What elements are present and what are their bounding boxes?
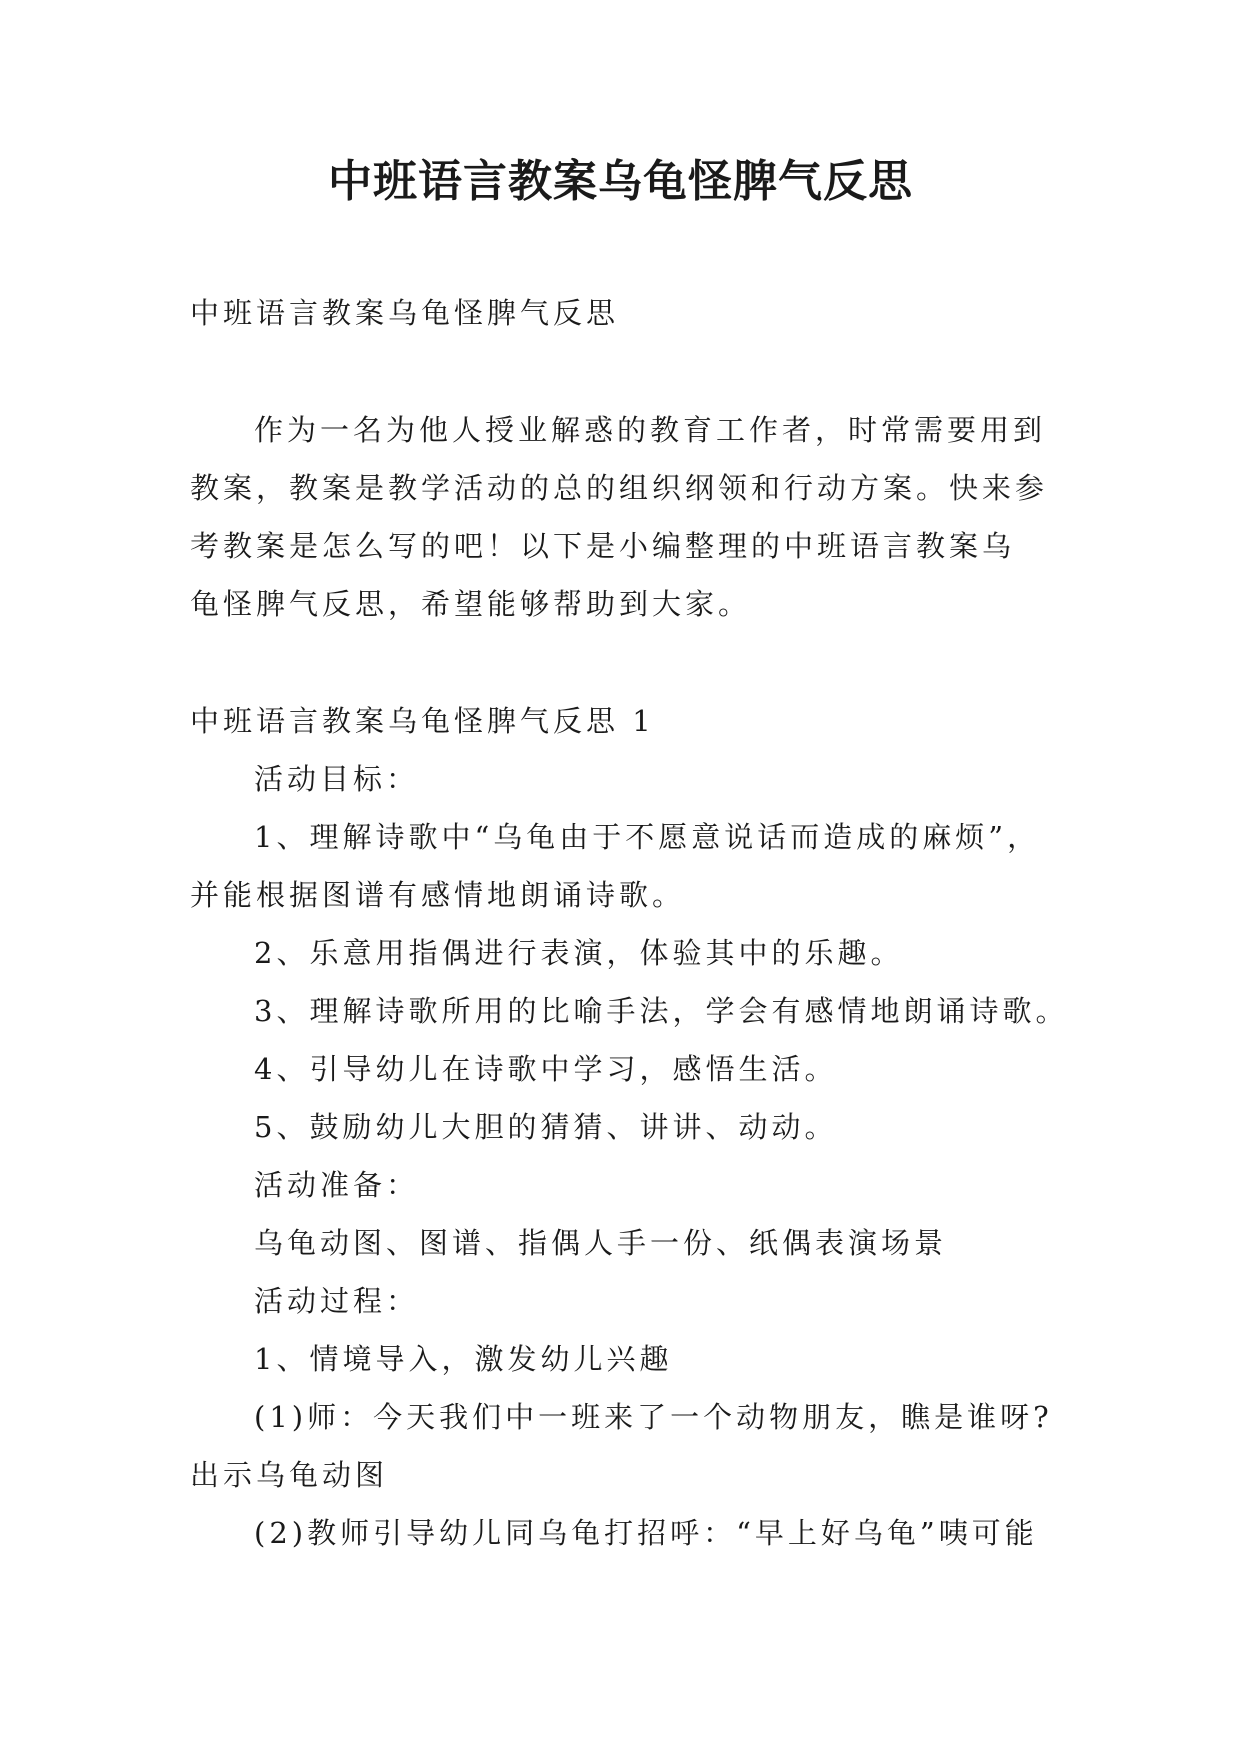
goal-4: 4、引导幼儿在诗歌中学习，感悟生活。 — [254, 1052, 838, 1086]
goal-1-line-1: 1、理解诗歌中“乌龟由于不愿意说话而造成的麻烦”， — [254, 820, 1041, 854]
goal-2: 2、乐意用指偶进行表演，体验其中的乐趣。 — [254, 936, 904, 970]
section-heading: 中班语言教案乌龟怪脾气反思 1 — [190, 704, 655, 738]
intro-line-1: 作为一名为他人授业解惑的教育工作者，时常需要用到 — [254, 413, 1047, 447]
step-1-1-line-2: 出示乌龟动图 — [190, 1458, 389, 1492]
document-subtitle: 中班语言教案乌龟怪脾气反思 — [190, 296, 620, 330]
goal-3: 3、理解诗歌所用的比喻手法，学会有感情地朗诵诗歌。 — [254, 994, 1069, 1028]
prep-label: 活动准备： — [254, 1168, 420, 1202]
process-label: 活动过程： — [254, 1284, 420, 1318]
goals-label: 活动目标： — [254, 762, 420, 796]
step-1-1-line-1: (1)师：今天我们中一班来了一个动物朋友，瞧是谁呀? — [254, 1400, 1053, 1434]
prep-text: 乌龟动图、图谱、指偶人手一份、纸偶表演场景 — [254, 1226, 948, 1260]
intro-line-4: 龟怪脾气反思，希望能够帮助到大家。 — [190, 587, 752, 621]
step-1-2: (2)教师引导幼儿同乌龟打招呼：“早上好乌龟”咦可能 — [254, 1516, 1038, 1550]
intro-line-3: 考教案是怎么写的吧！以下是小编整理的中班语言教案乌 — [190, 529, 1016, 563]
step-1: 1、情境导入，激发幼儿兴趣 — [254, 1342, 673, 1376]
intro-line-2: 教案，教案是教学活动的总的组织纲领和行动方案。快来参 — [190, 471, 1049, 505]
goal-1-line-2: 并能根据图谱有感情地朗诵诗歌。 — [190, 878, 686, 912]
goal-5: 5、鼓励幼儿大胆的猜猜、讲讲、动动。 — [254, 1110, 838, 1144]
document-title: 中班语言教案乌龟怪脾气反思 — [328, 156, 913, 207]
